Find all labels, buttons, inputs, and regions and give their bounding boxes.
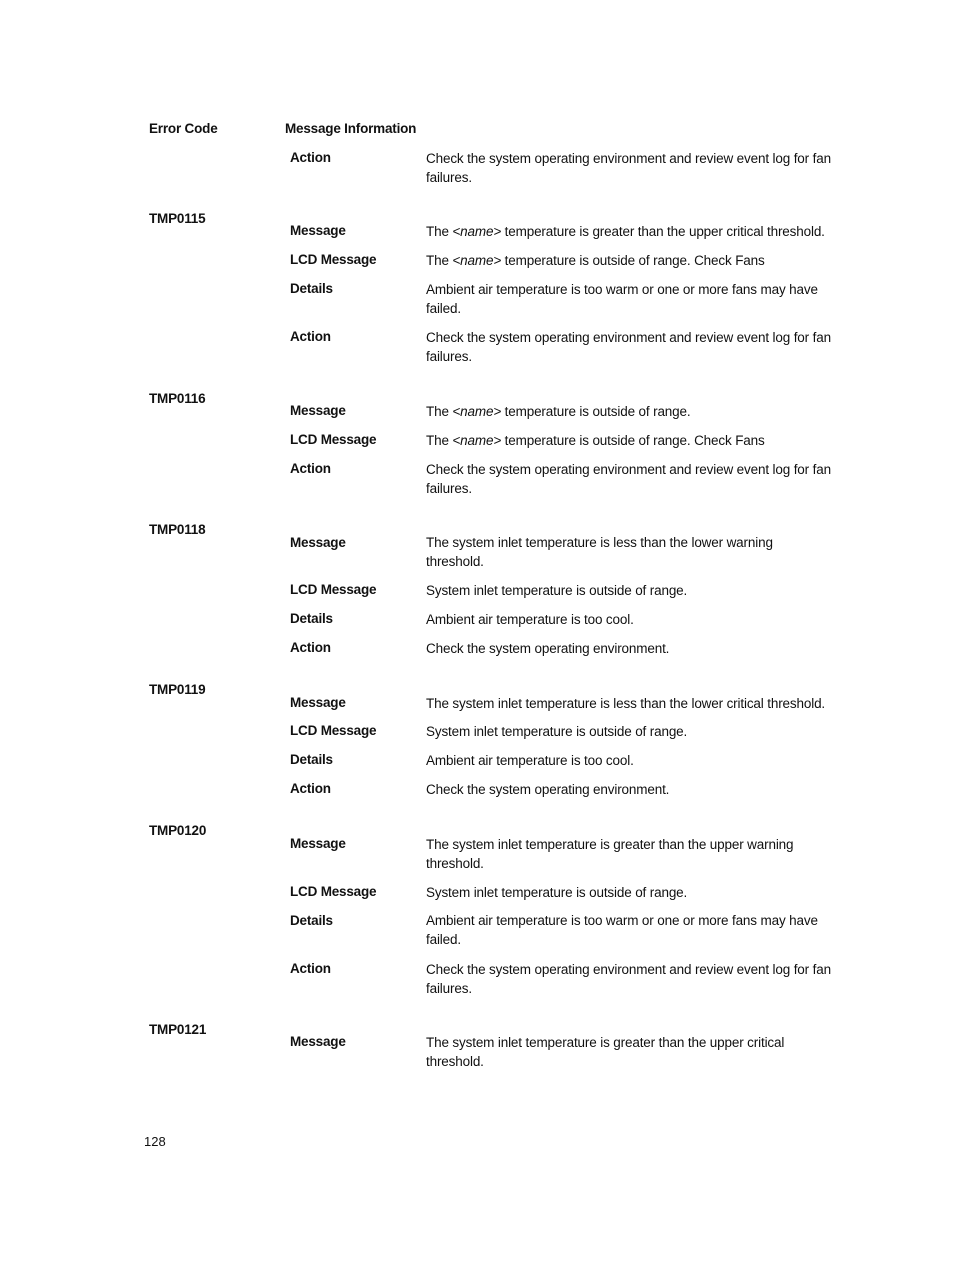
message-label: Message: [290, 1034, 346, 1049]
error-code-tmp0119: TMP0119: [149, 682, 206, 697]
message-label: Message: [290, 535, 346, 550]
action-text: Check the system operating environment and review event log for fan failures.: [426, 330, 831, 364]
lcd-message-text: System inlet temperature is outside of range.: [426, 885, 688, 900]
name-placeholder: <name>: [452, 224, 502, 239]
column-header-error-code: Error Code: [149, 121, 218, 136]
lcd-message-label: LCD Message: [290, 723, 377, 738]
action-label: Action: [290, 461, 331, 476]
message-label: Message: [290, 836, 346, 851]
action-text: Check the system operating environment.: [426, 782, 670, 797]
message-text: The <name> temperature is greater than the upper critical threshold.: [426, 224, 825, 239]
name-placeholder: <name>: [452, 433, 502, 448]
lcd-message-text: System inlet temperature is outside of range.: [426, 583, 688, 598]
action-text: Check the system operating environment and review event log for fan failures.: [426, 462, 831, 496]
lcd-message-label: LCD Message: [290, 432, 377, 447]
continued-action-text: Check the system operating environment and review event log for fan failures.: [426, 151, 831, 185]
action-label: Action: [290, 781, 331, 796]
name-placeholder: <name>: [452, 404, 502, 419]
action-label: Action: [290, 640, 331, 655]
details-text: Ambient air temperature is too warm or one or more fans may have failed.: [426, 282, 818, 316]
lcd-message-label: LCD Message: [290, 582, 377, 597]
lcd-message-text: The <name> temperature is outside of range. Check Fans: [426, 253, 765, 268]
details-text: Ambient air temperature is too warm or one or more fans may have failed.: [426, 913, 818, 947]
message-text: The system inlet temperature is less than the lower warning threshold.: [426, 535, 773, 569]
error-code-tmp0118: TMP0118: [149, 522, 206, 537]
lcd-message-label: LCD Message: [290, 252, 377, 267]
error-code-tmp0115: TMP0115: [149, 211, 206, 226]
action-label: Action: [290, 961, 331, 976]
name-placeholder: <name>: [452, 253, 502, 268]
action-text: Check the system operating environment and review event log for fan failures.: [426, 962, 831, 996]
continued-action-label: Action: [290, 150, 331, 165]
lcd-message-text: The <name> temperature is outside of range. Check Fans: [426, 433, 765, 448]
message-text: The system inlet temperature is less than the lower critical threshold.: [426, 696, 826, 711]
error-code-tmp0120: TMP0120: [149, 823, 207, 838]
details-text: Ambient air temperature is too cool.: [426, 612, 634, 627]
details-label: Details: [290, 752, 333, 767]
message-label: Message: [290, 695, 346, 710]
page-number: 128: [144, 1134, 166, 1149]
error-code-tmp0116: TMP0116: [149, 391, 206, 406]
details-label: Details: [290, 611, 333, 626]
column-header-message-information: Message Information: [285, 121, 417, 136]
message-text: The <name> temperature is outside of range.: [426, 404, 691, 419]
message-text: The system inlet temperature is greater than the upper warning threshold.: [426, 837, 794, 871]
details-text: Ambient air temperature is too cool.: [426, 753, 634, 768]
details-label: Details: [290, 913, 333, 928]
action-text: Check the system operating environment.: [426, 641, 670, 656]
lcd-message-label: LCD Message: [290, 884, 377, 899]
message-label: Message: [290, 403, 346, 418]
error-code-tmp0121: TMP0121: [149, 1022, 207, 1037]
message-label: Message: [290, 223, 346, 238]
message-text: The system inlet temperature is greater than the upper critical threshold.: [426, 1035, 785, 1069]
details-label: Details: [290, 281, 333, 296]
action-label: Action: [290, 329, 331, 344]
lcd-message-text: System inlet temperature is outside of range.: [426, 724, 688, 739]
